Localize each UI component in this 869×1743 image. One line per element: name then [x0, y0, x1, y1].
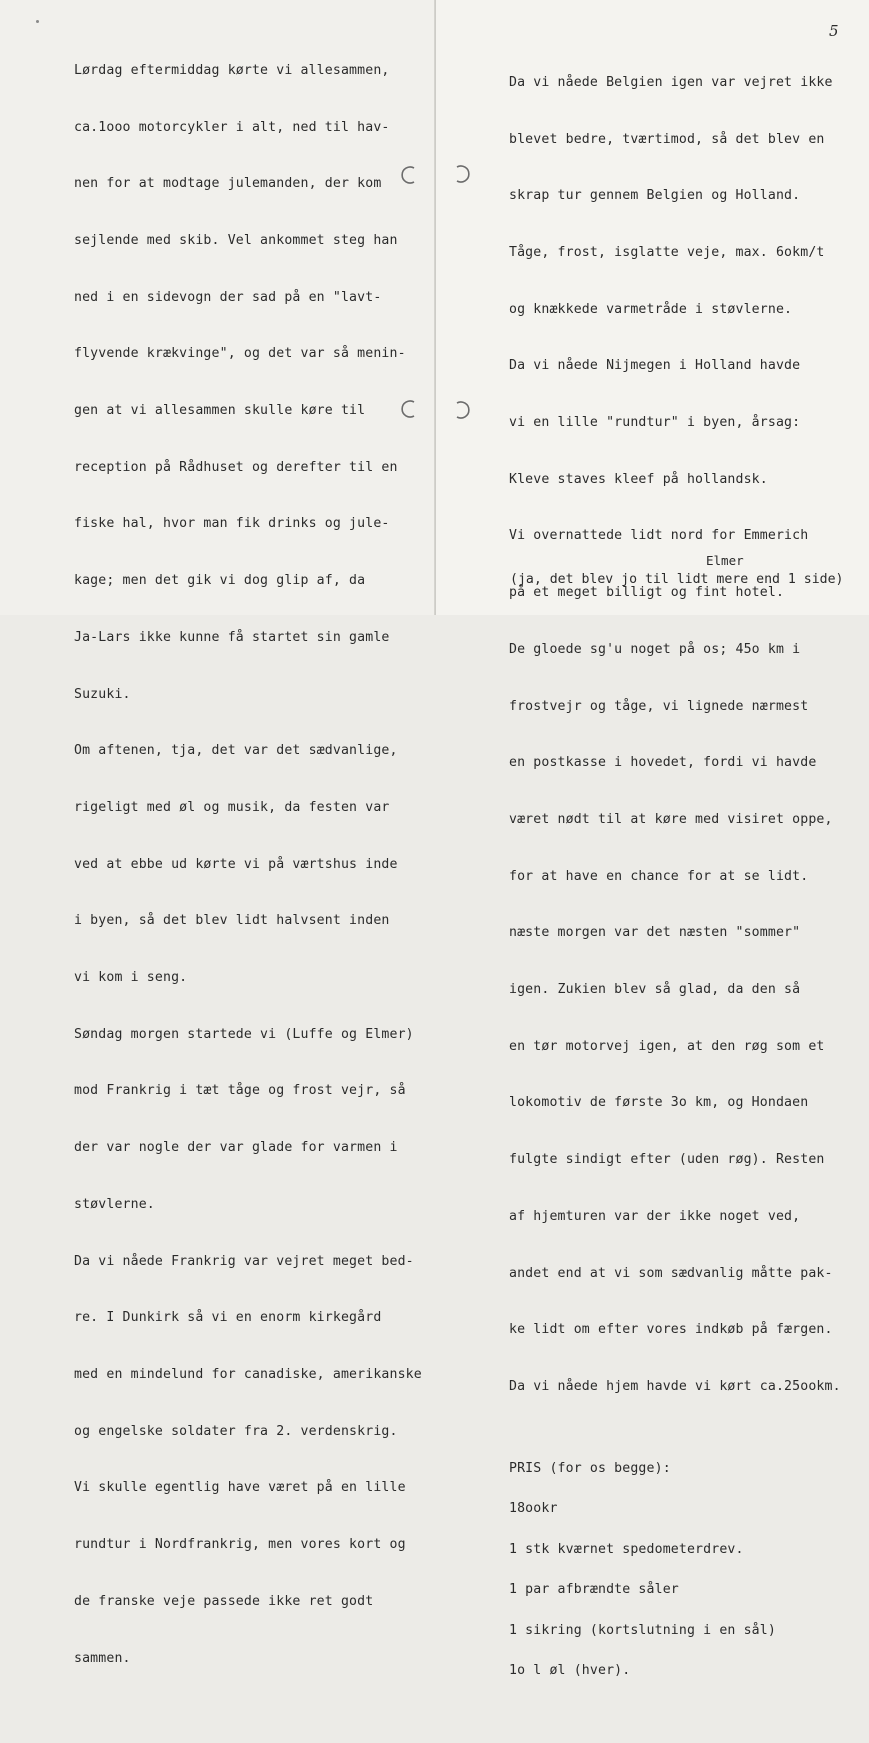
text-line: andet end at vi som sædvanlig måtte pak-: [509, 1265, 833, 1281]
text-line: sammen.: [74, 1650, 131, 1666]
paper-speck: [36, 20, 39, 23]
text-line: kage; men det gik vi dog glip af, da: [74, 573, 366, 589]
text-line: fulgte sindigt efter (uden røg). Resten: [509, 1152, 825, 1168]
text-line: Ja-Lars ikke kunne få startet sin gamle: [74, 629, 390, 645]
text-line: Da vi nåede hjem havde vi kørt ca.25ookm.: [509, 1378, 841, 1394]
text-line: Da vi nåede Nijmegen i Holland havde: [509, 358, 801, 374]
text-line: støvlerne.: [74, 1196, 155, 1212]
price-line: 1 stk kværnet spedometerdrev.: [509, 1541, 744, 1557]
text-line: fiske hal, hvor man fik drinks og jule-: [74, 516, 390, 532]
text-line: lokomotiv de første 3o km, og Hondaen: [509, 1095, 809, 1111]
text-line: ca.1ooo motorcykler i alt, ned til hav-: [74, 119, 390, 135]
text-line: ned i en sidevogn der sad på en "lavt-: [74, 289, 382, 305]
price-line: 1o l øl (hver).: [509, 1663, 631, 1679]
text-line: for at have en chance for at se lidt.: [509, 868, 809, 884]
text-line: nen for at modtage julemanden, der kom: [74, 176, 382, 192]
text-line: Da vi nåede Belgien igen var vejret ikke: [509, 74, 833, 90]
text-line: Lørdag eftermiddag kørte vi allesammen,: [74, 62, 390, 78]
text-line: rundtur i Nordfrankrig, men vores kort og: [74, 1537, 406, 1553]
text-line: på et meget billigt og fint hotel.: [509, 585, 785, 601]
page-number: 5: [829, 22, 839, 40]
punch-hole-icon: [400, 165, 418, 185]
text-line: blevet bedre, tværtimod, så det blev en: [509, 131, 825, 147]
text-line: de franske veje passede ikke ret godt: [74, 1593, 374, 1609]
price-line: 18ookr: [509, 1501, 558, 1517]
punch-hole-icon: [453, 163, 471, 185]
text-line: og engelske soldater fra 2. verdenskrig.: [74, 1423, 398, 1439]
text-line: Om aftenen, tja, det var det sædvanlige,: [74, 743, 398, 759]
price-line: 1 sikring (kortslutning i en sål): [509, 1622, 776, 1638]
text-line: vi kom i seng.: [74, 970, 188, 986]
text-line: reception på Rådhuset og derefter til en: [74, 459, 398, 475]
text-line: Søndag morgen startede vi (Luffe og Elmer): [74, 1026, 414, 1042]
text-line: der var nogle der var glade for varmen i: [74, 1140, 398, 1156]
text-line: igen. Zukien blev så glad, da den så: [509, 982, 801, 998]
text-line: Da vi nåede Frankrig var vejret meget bed-: [74, 1253, 414, 1269]
text-line: sejlende med skib. Vel ankommet steg han: [74, 232, 398, 248]
text-line: været nødt til at køre med visiret oppe,: [509, 811, 833, 827]
right-page: [436, 0, 869, 1679]
text-line: Vi overnattede lidt nord for Emmerich: [509, 528, 809, 544]
text-line: skrap tur gennem Belgien og Holland.: [509, 188, 801, 204]
price-line: PRIS (for os begge):: [509, 1460, 671, 1476]
text-line: med en mindelund for canadiske, amerikanske: [74, 1366, 422, 1382]
text-line: af hjemturen var der ikke noget ved,: [509, 1208, 801, 1224]
right-page-text: [509, 36, 844, 1743]
left-page-text: [74, 24, 422, 1706]
closing-remark: (ja, det blev jo til lidt mere end 1 side): [510, 572, 844, 587]
punch-hole-icon: [400, 399, 418, 419]
text-line: De gloede sg'u noget på os; 45o km i: [509, 641, 801, 657]
text-line: gen at vi allesammen skulle køre til: [74, 403, 366, 419]
text-line: frostvejr og tåge, vi lignede nærmest: [509, 698, 809, 714]
price-line: 1 par afbrændte såler: [509, 1582, 679, 1598]
signature: Elmer: [706, 553, 744, 568]
text-line: mod Frankrig i tæt tåge og frost vejr, så: [74, 1083, 406, 1099]
text-line: en tør motorvej igen, at den røg som et: [509, 1038, 825, 1054]
text-line: Vi skulle egentlig have været på en lille: [74, 1480, 406, 1496]
text-line: og knækkede varmetråde i støvlerne.: [509, 301, 793, 317]
text-line: ved at ebbe ud kørte vi på værtshus inde: [74, 856, 398, 872]
punch-hole-icon: [453, 399, 471, 421]
text-line: vi en lille "rundtur" i byen, årsag:: [509, 415, 801, 431]
text-line: Kleve staves kleef på hollandsk.: [509, 471, 768, 487]
left-page: [0, 0, 436, 1666]
price-list: [509, 1435, 841, 1705]
text-line: re. I Dunkirk så vi en enorm kirkegård: [74, 1310, 382, 1326]
text-line: næste morgen var det næsten "sommer": [509, 925, 801, 941]
text-line: ke lidt om efter vores indkøb på færgen.: [509, 1322, 833, 1338]
text-line: i byen, så det blev lidt halvsent inden: [74, 913, 390, 929]
text-line: flyvende krækvinge", og det var så menin-: [74, 346, 406, 362]
text-line: Tåge, frost, isglatte veje, max. 6okm/t: [509, 244, 825, 260]
text-line: Suzuki.: [74, 686, 131, 702]
text-line: rigeligt med øl og musik, da festen var: [74, 799, 390, 815]
text-line: en postkasse i hovedet, fordi vi havde: [509, 755, 817, 771]
